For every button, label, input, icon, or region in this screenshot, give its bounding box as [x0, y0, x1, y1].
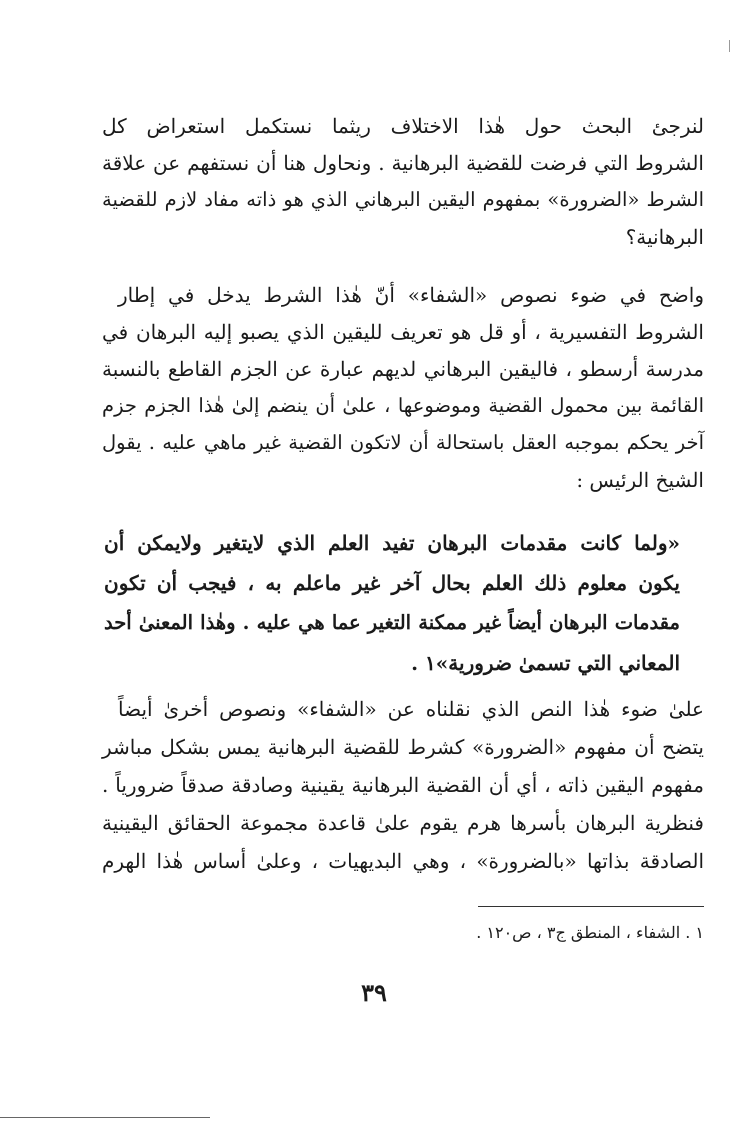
text-line: فنظرية البرهان بأسرها هرم يقوم علىٰ قاعدة مجموعة الحقائق اليقينية: [102, 811, 704, 835]
scan-mark: [729, 40, 730, 52]
text-line: علىٰ ضوء هٰذا النص الذي نقلناه عن «الشفاء» ونصوص أخرىٰ أيضاً: [118, 697, 704, 721]
footnote-divider: [478, 906, 704, 907]
text-line: يتضح أن مفهوم «الضرورة» كشرط للقضية البرهانية يمس بشكل مباشر: [102, 735, 704, 759]
text-line: الشروط التي فرضت للقضية البرهانية . ونحاول هنا أن نستفهم عن علاقة: [102, 151, 704, 175]
text-line: الشروط التفسيرية ، أو قل هو تعريف لليقين الذي يصبو إليه البرهان في: [102, 320, 704, 344]
text-line: آخر يحكم بموجبه العقل باستحالة أن لاتكون القضية غير ماهي عليه . يقول: [102, 431, 704, 454]
text-line: مفهوم اليقين ذاته ، أي أن القضية البرهانية يقينية وصادقة صدقاً ضرورياً .: [102, 773, 704, 797]
scan-edge: [0, 1117, 210, 1118]
page-number: ٣٩: [361, 978, 387, 1007]
text-line: واضح في ضوء نصوص «الشفاء» أنّ هٰذا الشرط يدخل في إطار: [118, 283, 704, 307]
text-line: البرهانية؟: [625, 225, 704, 249]
text-line: لنرجئ البحث حول هٰذا الاختلاف ريثما نستكمل استعراض كل: [102, 114, 704, 138]
text-line: القائمة بين محمول القضية وموضوعها ، علىٰ أن ينضم إلىٰ هٰذا الجزم جزم: [102, 394, 704, 417]
text-line: الشيخ الرئيس :: [576, 468, 704, 492]
quote-line: مقدمات البرهان أيضاً غير ممكنة التغير عما هي عليه . وهٰذا المعنىٰ أحد: [104, 611, 680, 634]
text-line: الصادقة بذاتها «بالضرورة» ، وهي البديهيات ، وعلىٰ أساس هٰذا الهرم: [102, 849, 704, 873]
footnote: ١ . الشفاء ، المنطق ج٣ ، ص١٢٠ .: [476, 923, 704, 942]
quote-line: «ولما كانت مقدمات البرهان تفيد العلم الذي لايتغير ولايمكن أن: [104, 531, 680, 555]
text-line: مدرسة أرسطو ، فاليقين البرهاني لديهم عبارة عن الجزم القاطع بالنسبة: [102, 357, 704, 381]
quote-line: يكون معلوم ذلك العلم بحال آخر غير ماعلم به ، فيجب أن تكون: [104, 571, 680, 595]
text-line: الشرط «الضرورة» بمفهوم اليقين البرهاني الذي هو ذاته مفاد لازم للقضية: [102, 188, 704, 211]
quote-line: المعاني التي تسمىٰ ضرورية»١ .: [411, 651, 680, 675]
